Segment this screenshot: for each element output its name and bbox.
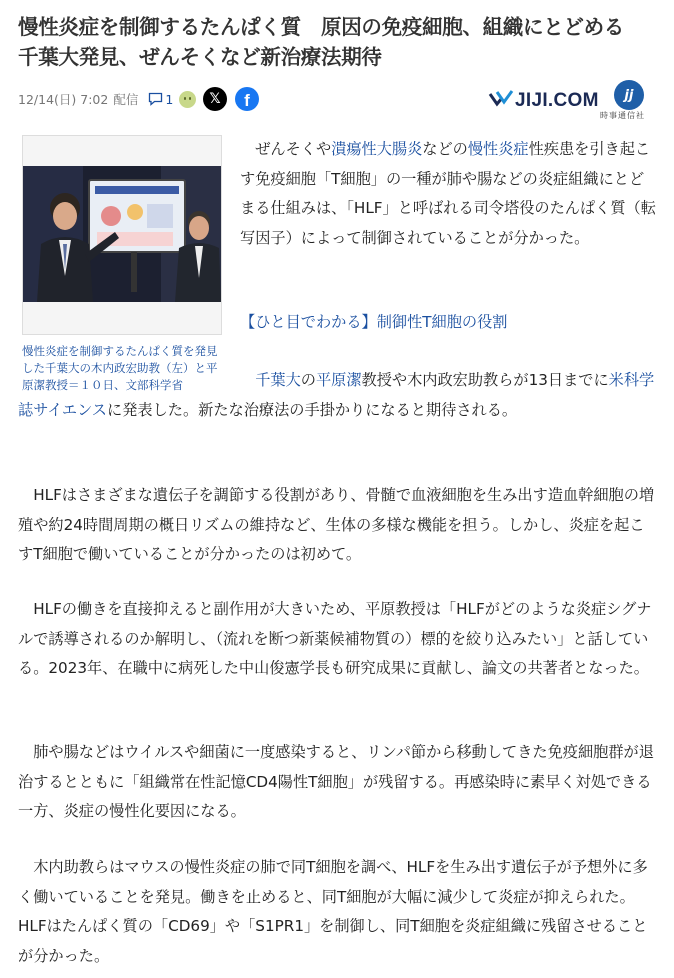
p1-text-a: ぜんそくや: [240, 140, 332, 158]
p2-indent: [18, 371, 240, 389]
comment-count-link[interactable]: [148, 92, 173, 107]
related-link-treg-role[interactable]: 【ひと目でわかる】制御性T細胞の役割: [240, 313, 508, 331]
jiji-wordmark: JIJI.COM: [515, 90, 599, 111]
comment-icon: [148, 92, 163, 106]
article-photo-frame[interactable]: [22, 135, 222, 335]
article-photo: [23, 166, 221, 302]
publish-date: 12/14(日) 7:02: [18, 92, 109, 107]
link-hirahara-kiyoshi[interactable]: 平原潔: [315, 371, 362, 389]
share-facebook-button[interactable]: f: [235, 87, 259, 111]
paragraph-5: 肺や腸などはウイルスや細菌に一度感染すると、リンパ節から移動してきた免疫細胞群が退治するとともに「組織常在性記憶CD4陽性T細胞」が残留する。再感染時に素早く対処できる一方、炎症の慢性化要因になる。: [18, 743, 654, 820]
paragraph-1: [240, 135, 658, 253]
p2-text-e: 教授や木内政宏助教らが13日までに: [361, 371, 609, 389]
p1-text-c: などの: [422, 140, 468, 158]
p2-text-a: [240, 371, 255, 389]
paragraph-2: [18, 366, 658, 425]
researchers-photo-illustration: [23, 166, 221, 302]
photo-caption: 慢性炎症を制御するたんぱく質を発見した千葉大の木内政宏助教（左）と平原潔教授＝１０日、文部科学省: [22, 344, 218, 392]
publish-suffix: 配信: [113, 92, 139, 107]
jiji-mark-icon: [488, 88, 514, 112]
comment-count: 1: [165, 91, 174, 107]
jiji-circle-mark: jj: [614, 80, 644, 110]
link-science-journal[interactable]: 米科学誌サイエンス: [18, 371, 655, 419]
paragraph-6: 木内助教らはマウスの慢性炎症の肺で同T細胞を調べ、HLFを生み出す遺伝子が予想外に多く働いていることを発見。働きを止めると、同T細胞が大幅に減少して炎症が抑えられた。HLFはたんぱく質の「CD69」や「S1PR1」を制御し、同T細胞を炎症組織に残留させることが分かった。: [18, 858, 648, 965]
reaction-smile-icon[interactable]: [179, 91, 196, 108]
paragraph-3: HLFはさまざまな遺伝子を調節する役割があり、骨髄で血液細胞を生み出す造血幹細胞の増殖や約24時間周期の概日リズムの維持など、生体の多様な機能を担う。しかし、炎症を起こすT細胞で働いていることが分かったのは初めて。: [18, 486, 655, 563]
paragraph-4: HLFの働きを直接抑えると副作用が大きいため、平原教授は「HLFがどのような炎症シグナルで誘導されるのか解明し、（流れを断つ新薬候補物質の）標的を絞り込みたい」と話している。2023年、在職中に病死した中山俊憲学長も研究成果に貢献し、論文の共著者となった。: [18, 600, 652, 677]
jiji-subtitle: 時事通信社: [600, 111, 645, 120]
p1-text-e: 性疾患を引き起こす免疫細胞「T細胞」の一種が肺や腸などの炎症組織にとどまる仕組みは、「HLF」と呼ばれる司令塔役のたんぱく質（転写因子）によって制御されていることが分かった。: [240, 140, 656, 247]
p2-text-c: の: [300, 371, 316, 389]
article-meta: [18, 86, 196, 112]
link-ulcerative-colitis[interactable]: 潰瘍性大腸炎: [331, 140, 423, 158]
share-x-button[interactable]: 𝕏: [203, 87, 227, 111]
p2-text-g: に発表した。新たな治療法の手掛かりになると期待される。: [107, 400, 518, 419]
link-chiba-university[interactable]: 千葉大: [255, 371, 301, 389]
article-title: 慢性炎症を制御するたんぱく質 原因の免疫細胞、組織にとどめる 千葉大発見、ぜんそくなど新治療法期待: [18, 15, 645, 69]
link-chronic-inflammation[interactable]: 慢性炎症: [467, 140, 529, 158]
jiji-logo[interactable]: [488, 80, 658, 120]
